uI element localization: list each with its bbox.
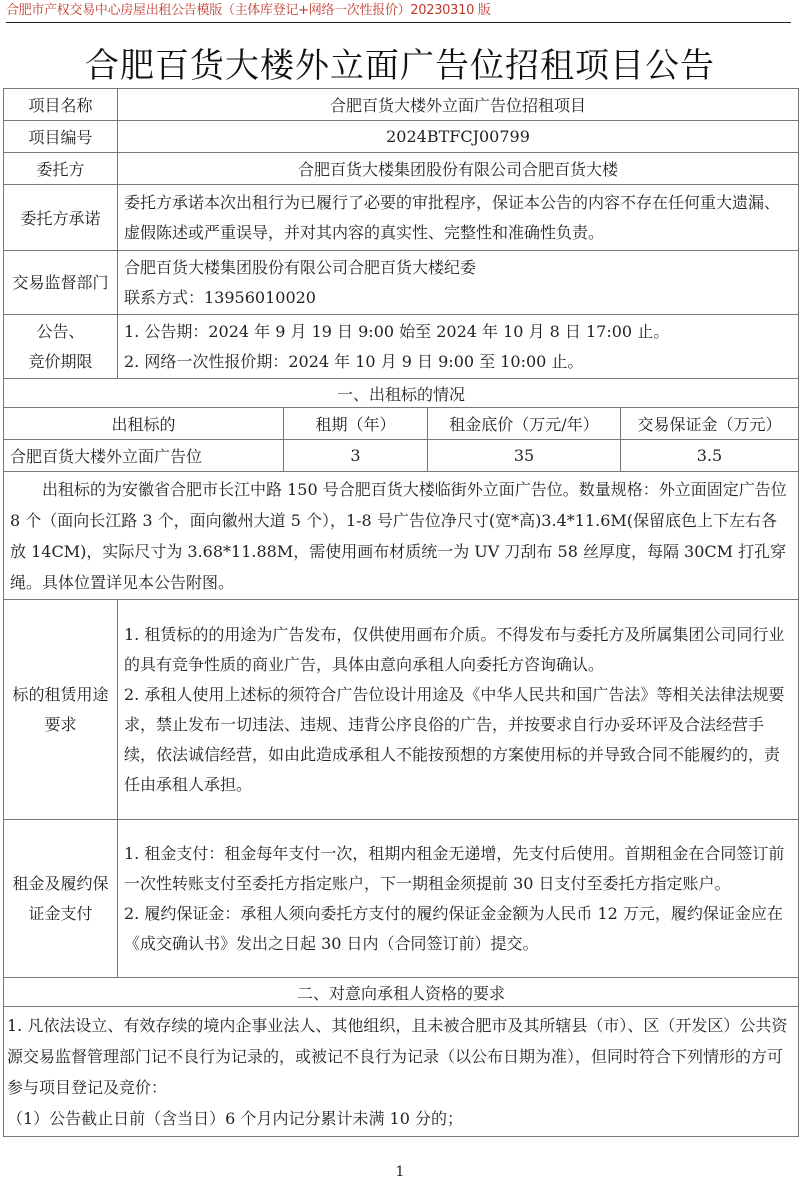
- value-supervision: [118, 251, 799, 315]
- label-supervision: 交易监督部门: [4, 251, 118, 315]
- cell-base-rent: 35: [428, 440, 621, 472]
- supervision-dept: 合肥百货大楼集团股份有限公司合肥百货大楼纪委: [124, 257, 477, 277]
- row-payment: [4, 820, 799, 978]
- payment-item-2: 2. 履约保证金：承租人须向委托方支付的履约保证金金额为人民币 12 万元，履约保证金应在《成交确认书》发出之日起 30 日内（合同签订前）提交。: [124, 903, 783, 953]
- usage-item-1: 1. 租赁标的的用途为广告发布，仅供使用画布介质。不得发布与委托方及所属集团公司同行业的具有竞争性质的商业广告，具体由意向承租人向委托方咨询确认。: [124, 624, 785, 674]
- subject-description: 出租标的为安徽省合肥市长江中路 150 号合肥百货大楼临街外立面广告位。数量规格：外立面固定广告位 8 个（面向长江路 3 个，面向徽州大道 5 个），1-8 号广告位净尺寸(宽*高)3.4*11.6M(保留底色上下左右各放 14CM)，实际尺寸为 3.68*11.88M，需使用画布材质统一为 UV 刀刮布 58 丝厚度，每隔 30CM 打孔穿绳。具体位置详见本公告附图。: [4, 472, 799, 600]
- label-period: 公告、 竞价期限: [4, 315, 118, 379]
- label-commitment: 委托方承诺: [4, 185, 118, 251]
- value-payment: [118, 820, 799, 978]
- row-commitment: [4, 185, 799, 251]
- label-usage: 标的租赁用途要求: [4, 600, 118, 820]
- row-period: [4, 315, 799, 379]
- row-client: [4, 153, 799, 185]
- bidding-period: 2. 网络一次性报价期：2024 年 10 月 9 日 9:00 至 10:00 止。: [124, 351, 584, 371]
- page-title: 合肥百货大楼外立面广告位招租项目公告: [85, 46, 715, 86]
- label-client: 委托方: [4, 153, 118, 185]
- subject-table-row: [4, 440, 799, 472]
- section2-heading: 二、对意向承租人资格的要求: [4, 978, 799, 1007]
- row-description: [4, 472, 799, 600]
- qualification-sub-1: （1）公告截止日前（含当日）6 个月内记分累计未满 10 分的；: [7, 1108, 463, 1128]
- value-project-no: 2024BTFCJ00799: [118, 121, 799, 153]
- col-header-subject: 出租标的: [4, 408, 284, 440]
- subject-table-header: [4, 408, 799, 440]
- qualification-requirements: [4, 1007, 799, 1137]
- cell-term: 3: [284, 440, 428, 472]
- label-project-no: 项目编号: [4, 121, 118, 153]
- value-project-name: 合肥百货大楼外立面广告位招租项目: [118, 89, 799, 121]
- row-supervision: [4, 251, 799, 315]
- col-header-base-rent: 租金底价（万元/年）: [428, 408, 621, 440]
- announcement-table: [3, 88, 799, 1137]
- col-header-term: 租期（年）: [284, 408, 428, 440]
- cell-subject: 合肥百货大楼外立面广告位: [4, 440, 284, 472]
- row-qualification: [4, 1007, 799, 1137]
- row-section2-heading: [4, 978, 799, 1007]
- announcement-period: 1. 公告期：2024 年 9 月 19 日 9:00 始至 2024 年 10 月 8 日 17:00 止。: [124, 321, 670, 341]
- value-commitment: 委托方承诺本次出租行为已履行了必要的审批程序，保证本公告的内容不存在任何重大遗漏、虚假陈述或严重误导，并对其内容的真实性、完整性和准确性负责。: [118, 185, 799, 251]
- payment-item-1: 1. 租金支付：租金每年支付一次，租期内租金无递增，先支付后使用。首期租金在合同签订前一次性转账支付至委托方指定账户，下一期租金须提前 30 日支付至委托方指定账户。: [124, 843, 785, 893]
- value-client: 合肥百货大楼集团股份有限公司合肥百货大楼: [118, 153, 799, 185]
- col-header-deposit: 交易保证金（万元）: [621, 408, 799, 440]
- qualification-item-1: 1. 凡依法设立、有效存续的境内企事业法人、其他组织，且未被合肥市及其所辖县（市）、区（开发区）公共资源交易监督管理部门记不良行为记录的，或被记不良行为记录（以公布日期为准），但同时符合下列情形的方可参与项目登记及竞价：: [7, 1015, 788, 1097]
- row-section1-heading: [4, 379, 799, 408]
- value-usage: [118, 600, 799, 820]
- label-payment: 租金及履约保证金支付: [4, 820, 118, 978]
- row-usage: [4, 600, 799, 820]
- value-period: [118, 315, 799, 379]
- cell-deposit: 3.5: [621, 440, 799, 472]
- section1-heading: 一、出租标的情况: [4, 379, 799, 408]
- label-project-name: 项目名称: [4, 89, 118, 121]
- row-project-no: [4, 121, 799, 153]
- template-header: 合肥市产权交易中心房屋出租公告模版（主体库登记+网络一次性报价）20230310 版: [6, 2, 791, 23]
- row-project-name: [4, 89, 799, 121]
- page-number: 1: [395, 1164, 405, 1180]
- usage-item-2: 2. 承租人使用上述标的须符合广告位设计用途及《中华人民共和国广告法》等相关法律法规要求，禁止发布一切违法、违规、违背公序良俗的广告，并按要求自行办妥环评及合法经营手续，依法诚信经营，如由此造成承租人不能按预想的方案使用标的并导致合同不能履约的，责任由承租人承担。: [124, 684, 785, 794]
- supervision-contact: 联系方式：13956010020: [124, 287, 316, 307]
